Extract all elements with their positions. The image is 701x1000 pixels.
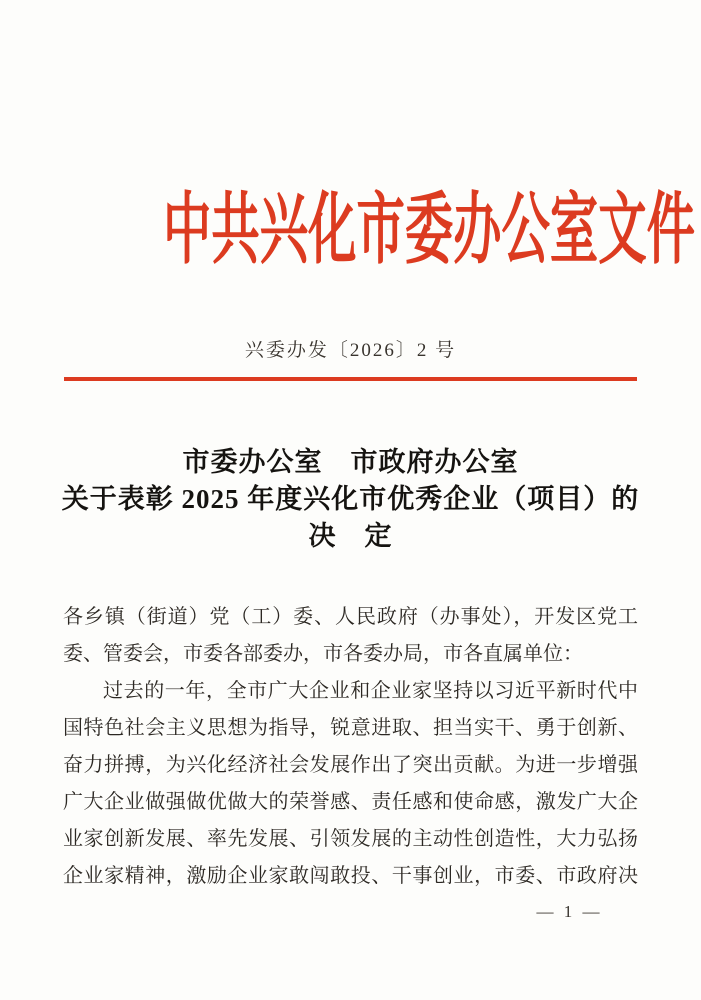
document-title-line2: 关于表彰 2025 年度兴化市优秀企业（项目）的 [61, 484, 640, 514]
body-line: 广大企业做强做优做大的荣誉感、责任感和使命感，激发广大企 [63, 791, 638, 813]
document-body [63, 599, 638, 895]
document-title-line3: 决 定 [308, 521, 393, 551]
body-line: 过去的一年，全市广大企业和企业家坚持以习近平新时代中 [103, 680, 638, 702]
body-line: 企业家精神，激励企业家敢闯敢投、干事创业，市委、市政府决 [63, 865, 638, 887]
red-divider-line [64, 377, 637, 381]
body-line: 国特色社会主义思想为指导，锐意进取、担当实干、勇于创新、 [63, 717, 638, 739]
salutation-line: 委、管委会，市委各部委办，市各委办局，市各直属单位： [63, 643, 583, 665]
body-line: 奋力拼搏，为兴化经济社会发展作出了突出贡献。为进一步增强 [63, 754, 638, 776]
salutation-line: 各乡镇（街道）党（工）委、人民政府（办事处），开发区党工 [63, 606, 638, 628]
document-title-line1: 市委办公室 市政府办公室 [182, 447, 519, 477]
document-title [40, 444, 661, 555]
masthead-text: 中共兴化市委办公室文件 [163, 186, 695, 273]
page-number: — 1 — [536, 902, 603, 921]
document-number: 兴委办发〔2026〕2 号 [244, 340, 457, 361]
body-line: 业家创新发展、率先发展、引领发展的主动性创造性，大力弘扬 [63, 828, 638, 850]
document-masthead [0, 184, 701, 276]
